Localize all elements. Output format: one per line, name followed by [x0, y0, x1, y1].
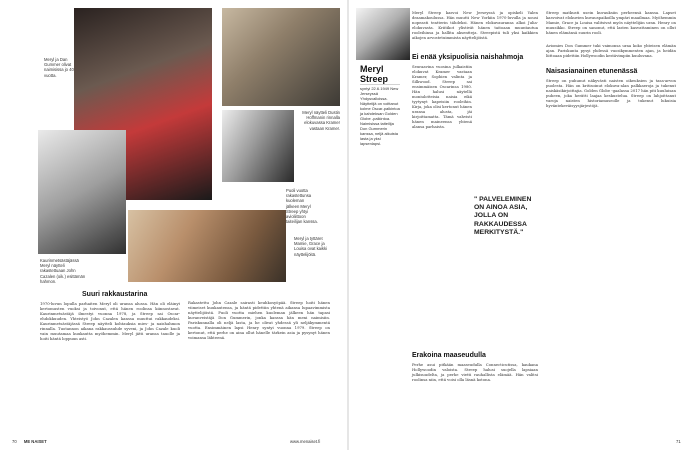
section-title-erakoina: Erakoina maaseudulla: [412, 352, 486, 359]
left-col2-text: Rakastettu John Cazale sairasti keuhkosyöpää. Streep hoiti hänen viimeiset kuukautensa, ja häntä pidettiin yhtenä aikansa lupaavimmista näyttelijöistä. Puoli vuotta miehen kuoleman jälkeen hän tapasi kuvanveistäjä Don Gummerin, jonka kanssa hän meni naimisiin. Pariskunnalla oli neljä lasta, ja he olivat yhdessä yli neljäkymmentä vuotta. Ensimmäinen lapsi Henry syntyi vuonna 1979. Streep on kertonut, että perhe on aina ollut hänelle tärkein asia ja pysynyt hänen voimansa lähteenä.: [188, 300, 330, 340]
photo-meryl-portrait: [356, 8, 410, 60]
pull-quote: " PALVELEMINEN ON AINOA ASIA, JOLLA ON RAKKAUDESSA MERKITYSTÄ.": [474, 196, 532, 236]
page-number-right: 71: [676, 439, 681, 444]
right-col2-text: Streep matkusti usein kuvauksiin perheensä kanssa. Lapset kasvoivat elokuvien kuvauspaikoilla ympäri maailmaa. Myöhemmin Mamie, Grace ja Louisa valitsivat myös näyttelijän uran. Henry on muusikko. Streep on sanonut, että lasten kasvattaminen on ollut hänen elämänsä suurin rooli.: [546, 10, 676, 35]
caption-dustin-hoffman: Meryl näytteli Dustin Hoffmanin rinnalla elokuvassa Kramer vastaan Kramer.: [302, 110, 340, 131]
right-col1-lower: [412, 352, 538, 382]
right-col1-text: Meryl Streep kasvoi New Jerseyssä ja opiskeli Yalen draamakoulussa. Hän muutti New Yorkiin 1970-luvulla ja nousi nopeasti teatterin tähdeksi. Hänen elokuvauransa alkoi Julia-elokuvasta. Kriitikot ylistivät hänen taitoaan muuntautua rooleihinsa ja hallita aksentteja. Streepistä tuli yksi kaikkien aikojen arvostetuimmista näyttelijöistä.: [412, 10, 538, 40]
photo-kramer-family: [222, 110, 294, 182]
page-number-left: 70: [12, 439, 17, 444]
right-col2c-text: Streep on puhunut näkyvästi naisten oikeuksien ja tasa-arvon puolesta. Hän on kritisoinut elokuva-alan palkkaeroja ja tukenut naiskäsikirjoittajia. Golden Globe -gaalassa 2017 hän piti kuuluisan puheen, joka herätti laajaa keskustelua. Streep on lahjoittanut varoja naisten historiamuseolle ja tukenut lukuisia hyväntekeväisyysjärjestöjä.: [546, 78, 676, 108]
caption-daughters: Meryl ja tyttäret Mamie, Grace ja Louisa ovat kaikki näyttelijöitä.: [294, 236, 328, 257]
photo-dustin-hoffman: [222, 8, 340, 106]
infobox: syntyi 22.6.1949 New Jerseyssä Yhdysvalloissa. Näyttelijä on voittanut kolme Oscar-palkintoa ja kahdeksan Golden Globe -palkintoa. Naimisissa taiteilija Don Gummerin kanssa, neljä aikuista lasta ja yksi lapsenlapsi.: [360, 86, 400, 146]
caption-children: Kaurinmetsästäjässä Meryl näytteli rakastettuaan John Cazalen (oik.) esittämän hahmon.: [40, 258, 86, 284]
left-col1-text: 1970-luvun lopulla parhaiten Meryl oli uransa alussa. Hän oli eläinyt kertomusten vuoksi ja toivonut, että hänen roolinsa kiinnostavat. Kaurinmetsästäjä ilmestyi vuonna 1978, ja Streep sai Oscar-ehdokkuuden. Yhteistyö John Cazalen kanssa muuttui rakkaudeksi. Kaurinmetsästäjässä Streep näytteli kohtauksia mies- ja naishahmon rinnalla. Tuotannon aikana rakkaussuhde syveni, ja John Cazale kuoli vain muutamaa kuukautta myöhemmin. Meryl jätti uransa tauolle ja hoiti häntä loppuun asti.: [40, 301, 180, 341]
caption-meryl-and-dan: Meryl ja Dan Gummer olivat naimisissa jo 40 vuotta.: [44, 57, 74, 78]
caption-kramer-family: Puoli vuotta rakastettunsa kuoleman jälkeen Meryl Streep yhtyi avioliittoon taiteilijan kanssa.: [286, 188, 318, 225]
right-col1c-text: Perhe asui pitkään maaseudulla Connecticutissa, kaukana Hollywoodin valoista. Streep halusi suojella lapsiaan julkisuudelta, ja perhe vietti rauhallista elämää. Hän valitsi roolinsa niin, että voisi olla läsnä kotona.: [412, 362, 538, 382]
right-col1b-text: Seuraavina vuosina julkaistiin elokuvat Kramer vastaan Kramer, Sophien valinta ja Silkwood. Streep sai ensimmäisen Oscarinsa 1980. Hän halusi näytellä moniulotteisia naisia eikä tyytynyt kapeisiin rooleihin. Kirja, joka olisi kertonut hänen uransa alusta, jäi kirjoittamatta. Tämä vahvisti hänen maineensa yhtenä alansa parhaista.: [412, 64, 472, 129]
infobox-rule: [360, 84, 400, 85]
section-title-ei-enaa: Ei enää yksipuolisia naishahmoja: [412, 54, 524, 61]
right-col1: [412, 10, 538, 129]
left-section: [40, 291, 180, 341]
brand: ME NAISET: [23, 439, 47, 444]
photo-daughters: [128, 210, 286, 282]
section-title-naisasianainen: Naisasianainen etunenässä: [546, 68, 638, 75]
section-title-suuri-rakkaustarina: Suuri rakkaustarina: [82, 291, 148, 298]
name-heading: Meryl Streep: [360, 64, 389, 84]
footer-site: www.menaiset.fi: [290, 439, 321, 444]
photo-children: [38, 130, 126, 254]
right-col2: [546, 10, 676, 108]
right-col2b-text: Aviomies Don Gummer tuki vaimonsa uraa koko yhteisen elämän ajan. Pariskunta pysyi yhdessä vuosikymmenten ajan, ja heidän liittoaan pidettiin Hollywoodin kestävimpiin kuuluvana.: [546, 43, 676, 58]
footer-left: [12, 439, 132, 444]
gutter: [347, 0, 349, 450]
